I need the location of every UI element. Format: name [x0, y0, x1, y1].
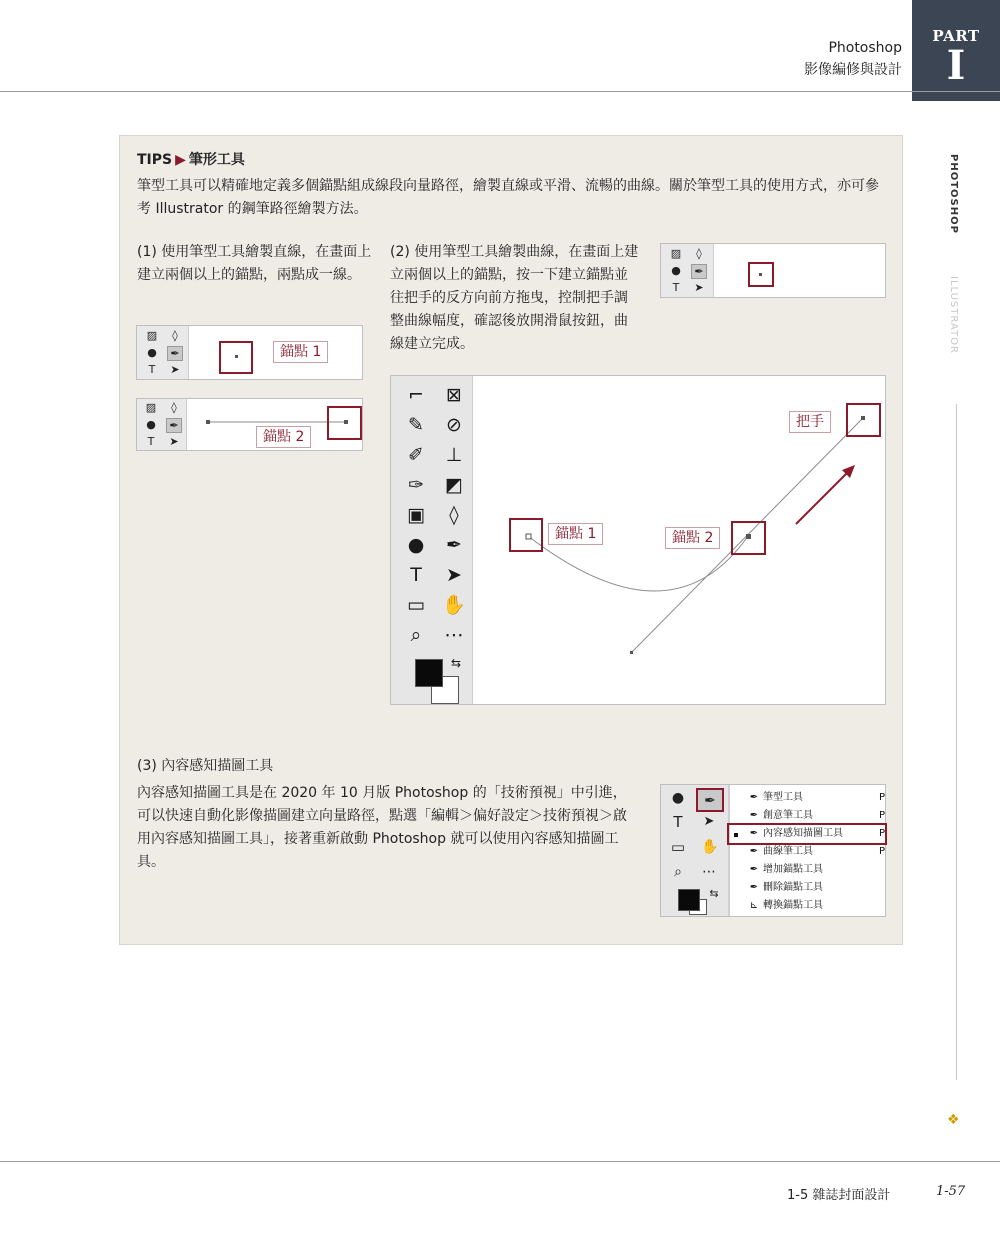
- content-aware-tracing-icon: ✒: [749, 828, 759, 839]
- frame-icon: ⊠: [446, 384, 462, 406]
- anchor2-label: 錨點 2: [256, 426, 311, 448]
- arrow-right-icon: ▶: [175, 152, 186, 168]
- eyedropper-icon: ✎: [408, 414, 424, 436]
- brush-icon: ✐: [408, 444, 424, 466]
- side-tab-photoshop: PHOTOSHOP: [948, 154, 959, 234]
- tips-box: [119, 135, 903, 945]
- path-select-icon: ➤: [170, 363, 180, 376]
- type-icon: T: [672, 281, 680, 294]
- anchor2-highlight-box: [731, 521, 766, 555]
- footer-divider: [0, 1161, 1000, 1162]
- screenshot-straight-line-step2: [136, 398, 363, 451]
- anchor1-label: 錨點 1: [548, 523, 603, 545]
- menu-highlight-box: [727, 823, 887, 845]
- tips-heading: [137, 149, 245, 172]
- more-icon: ⋯: [444, 624, 464, 646]
- menu-item-convert-point-tool[interactable]: ⊾ 轉換錨點工具: [745, 897, 885, 915]
- more-icon: ⋯: [702, 864, 716, 880]
- anchor1-highlight-box: [509, 518, 543, 552]
- part-word: PART: [932, 27, 980, 45]
- type-icon: T: [148, 363, 156, 376]
- rectangle-icon: ▭: [670, 838, 686, 856]
- anchor-point: [235, 355, 238, 358]
- healing-icon: ⊘: [446, 414, 462, 436]
- anchor2-label: 錨點 2: [665, 527, 720, 549]
- menu-item-curvature-pen-tool[interactable]: ✒ 曲線筆工具 P: [745, 843, 885, 861]
- screenshot-straight-line-step1: [136, 325, 363, 380]
- type-icon: T: [673, 813, 683, 831]
- tips-title: 筆形工具: [188, 152, 245, 168]
- page-number: 1-57: [936, 1184, 966, 1199]
- swap-colors-icon: ⇆: [709, 887, 719, 900]
- menu-item-delete-anchor-tool[interactable]: ✒ 刪除錨點工具: [745, 879, 885, 897]
- eraser-icon: ◩: [445, 474, 463, 496]
- gradient-icon: ▨: [145, 401, 157, 414]
- gradient-icon: ▨: [146, 329, 158, 342]
- pen-tool-icon: ✒: [166, 418, 182, 433]
- history-brush-icon: ✑: [408, 474, 424, 496]
- path-select-icon: ➤: [694, 281, 704, 294]
- step2-text: (2) 使用筆型工具繪製曲線，在畫面上建立兩個以上的錨點，按一下建立錨點並往把手的反方向前方拖曳，控制把手調整曲線幅度，確認後放開滑鼠按鈕，曲線建立完成。: [390, 244, 639, 352]
- blur-icon: ◊: [172, 329, 178, 342]
- delete-anchor-icon: ✒: [749, 882, 759, 893]
- book-title: Photoshop: [828, 40, 902, 56]
- step1-text: (1) 使用筆型工具繪製直線，在畫面上建立兩個以上的錨點，兩點成一線。: [137, 244, 372, 283]
- pen-tool-icon: ✒: [167, 346, 183, 361]
- path-select-icon: ➤: [169, 435, 179, 448]
- pen-icon: ✒: [749, 792, 759, 803]
- foreground-color-swatch: [678, 889, 700, 911]
- menu-item-content-aware-tracing-tool[interactable]: ✒ 內容感知描圖工具 P: [745, 825, 885, 843]
- convert-point-icon: ⊾: [749, 900, 759, 911]
- hand-icon: ✋: [442, 594, 466, 616]
- toolbar-strip: [661, 244, 714, 297]
- blur-icon: ◊: [449, 504, 459, 526]
- screenshot-curve-step2: [390, 375, 886, 705]
- side-divider: [956, 404, 957, 1080]
- dodge-icon: ●: [671, 264, 681, 277]
- rectangle-icon: ▭: [407, 594, 425, 616]
- side-tab-illustrator: ILLUSTRATOR: [948, 276, 959, 354]
- content-aware-tracing-tool-icon: ✒: [696, 788, 724, 812]
- step3-title: (3) 內容感知描圖工具: [137, 758, 274, 774]
- crop-icon: ⌐: [408, 384, 424, 406]
- tips-body: 筆型工具可以精確地定義多個錨點組成線段向量路徑，繪製直線或平滑、流暢的曲線。關於筆型工具的使用方式，亦可參考 Illustrator 的鋼筆路徑繪製方法。: [137, 178, 879, 217]
- running-header: [804, 37, 902, 81]
- gradient-icon: ▣: [407, 504, 425, 526]
- hand-icon: ✋: [701, 839, 719, 855]
- curvature-pen-icon: ✒: [749, 846, 759, 857]
- handle-highlight-box: [846, 403, 881, 437]
- tips-label: TIPS: [137, 152, 173, 168]
- screenshot-curve-step1: [660, 243, 886, 298]
- stamp-icon: ⊥: [445, 444, 463, 466]
- book-subtitle: 影像編修與設計: [804, 62, 902, 78]
- part-badge: [912, 0, 1000, 101]
- footer-section: 1-5 雜誌封面設計: [787, 1188, 891, 1203]
- menu-item-pen-tool[interactable]: ✒ 筆型工具 P: [745, 789, 885, 807]
- handle-label: 把手: [789, 411, 831, 433]
- blur-icon: ◊: [696, 247, 702, 260]
- zoom-icon: ⌕: [674, 864, 682, 880]
- anchor-point: [759, 273, 762, 276]
- step3-text: 內容感知描圖工具是在 2020 年 10 月版 Photoshop 的「技術預視」中引進，可以快速自動化影像描圖建立向量路徑，點選「編輯＞偏好設定＞技術預視＞啟用內容感知描圖工具」，接著重新啟動 Photoshop 就可以使用內容感知描圖工具。: [137, 785, 627, 870]
- toolbar-strip: [137, 326, 189, 379]
- dodge-icon: ●: [671, 790, 685, 806]
- part-number: I: [946, 42, 966, 89]
- menu-item-add-anchor-tool[interactable]: ✒ 增加錨點工具: [745, 861, 885, 879]
- dodge-icon: ●: [146, 418, 156, 431]
- ornament-icon: ❖: [947, 1112, 960, 1128]
- zoom-icon: ⌕: [410, 624, 422, 646]
- swap-colors-icon: ⇆: [450, 656, 462, 670]
- toolbar-strip: [661, 785, 729, 916]
- menu-item-freeform-pen-tool[interactable]: ✒ 創意筆工具 P: [745, 807, 885, 825]
- pen-tool-icon: ✒: [691, 264, 707, 279]
- path-select-icon: ➤: [446, 564, 462, 586]
- path-select-icon: ➤: [703, 814, 715, 829]
- add-anchor-icon: ✒: [749, 864, 759, 875]
- anchor1-label: 錨點 1: [273, 341, 328, 363]
- gradient-icon: ▨: [670, 247, 682, 260]
- anchor-highlight-box: [327, 406, 362, 440]
- type-icon: T: [147, 435, 155, 448]
- blur-icon: ◊: [171, 401, 177, 414]
- freeform-pen-icon: ✒: [749, 810, 759, 821]
- screenshot-pen-tool-menu: [660, 784, 886, 917]
- pen-tool-icon: ✒: [446, 534, 462, 556]
- header-divider: [0, 91, 1000, 92]
- type-icon: T: [410, 564, 422, 586]
- dodge-icon: ●: [147, 346, 157, 359]
- dodge-icon: ●: [407, 534, 425, 556]
